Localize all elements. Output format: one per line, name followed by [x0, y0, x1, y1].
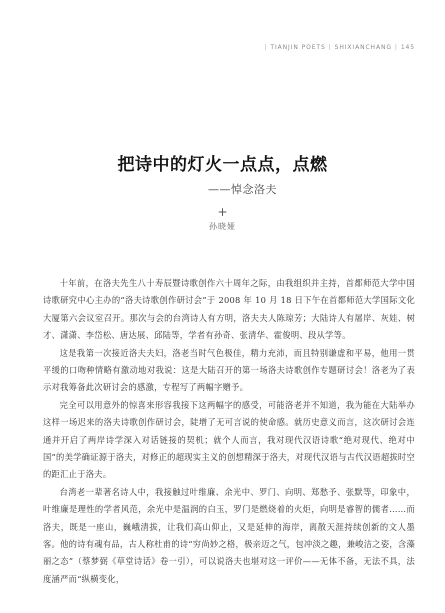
header-divider: |	[394, 44, 398, 51]
article-subtitle: ——悼念洛夫	[208, 183, 277, 196]
body-paragraph: 台湾老一辈著名诗人中，我接触过叶维廉、余光中、罗门、向明、郑愁予、张默等，印象中，叶维廉是理性的学者风范，余光中是温润的白玉，罗门是燃烧着的火炬，向明是睿智的儒者……而洛夫，既是一座山，巍峨清拔，让我们高山仰止，又是延伸的海岸，离散天涯持续创新的文人墨客。他的诗有魂有品，古人称杜甫的诗“穷尚妙之格，极亲迈之气，包冲淡之趣，兼峻洁之姿，含藻丽之态”（蔡梦弼《草堂诗话》卷一引），可以说洛夫也堪对这一评价——无体不备，无法不具，法度涵严而“纵横变化，	[43, 487, 416, 584]
body-paragraph: 这是我第一次接近洛夫夫妇，洛老当时气色极佳，精力充沛，而且特别谦虚和平易，他用一贯平缓的口吻种情略有激动地对我说：这是大陆召开的第一场洛夫诗歌创作专题研讨会！洛老为了表示对我筹备此次研讨会的感激，专程写了两幅字赠予。	[43, 347, 415, 393]
header-divider: |	[264, 44, 268, 51]
journal-name: TIANJIN POETS	[270, 44, 326, 51]
article-body	[43, 275, 415, 588]
page-number: 145	[400, 44, 415, 51]
body-paragraph: 完全可以用意外的惊喜来形容我接下这两幅字的感受，可能洛老并不知道，我为能在大陆举办这样一场迟来的洛夫诗歌创作研讨会，陡增了无可言说的使命感。就历史意义而言，这次研讨会连通并开启了两岸诗学深入对话链接的契机；就个人而言，我对现代汉语诗歌“绝对现代、绝对中国”的美学确证源于洛夫，对修正的超现实主义的创想精深于洛夫，对现代汉语与古代汉语超拔时空的距汇止于洛夫。	[43, 400, 416, 480]
body-paragraph: 十年前，在洛夫先生八十寿辰暨诗歌创作六十周年之际，由我组织并主持，首都师范大学中国诗歌研究中心主办的“洛夫诗歌创作研讨会”于 2008 年 10 月 18 日下午在首都师范大学国际文化大厦第六会议室召开。那次与会的台湾诗人有方明，洛夫夫人陈琼芳；大陆诗人有屠岸、灰娃、树才、潇潇、李岱松、唐达展、邱陆等，学者有孙奇、张清华、霍俊明、段从学等。	[43, 278, 415, 340]
running-header	[261, 44, 415, 51]
cross-ornament: +	[217, 205, 228, 219]
title-block	[0, 150, 445, 232]
article-title: 把诗中的灯火一点点，点燃	[117, 155, 328, 175]
author-name: 孙晓娅	[209, 222, 236, 231]
section-name: SHIXIANCHANG	[334, 44, 392, 51]
header-divider: |	[328, 44, 332, 51]
